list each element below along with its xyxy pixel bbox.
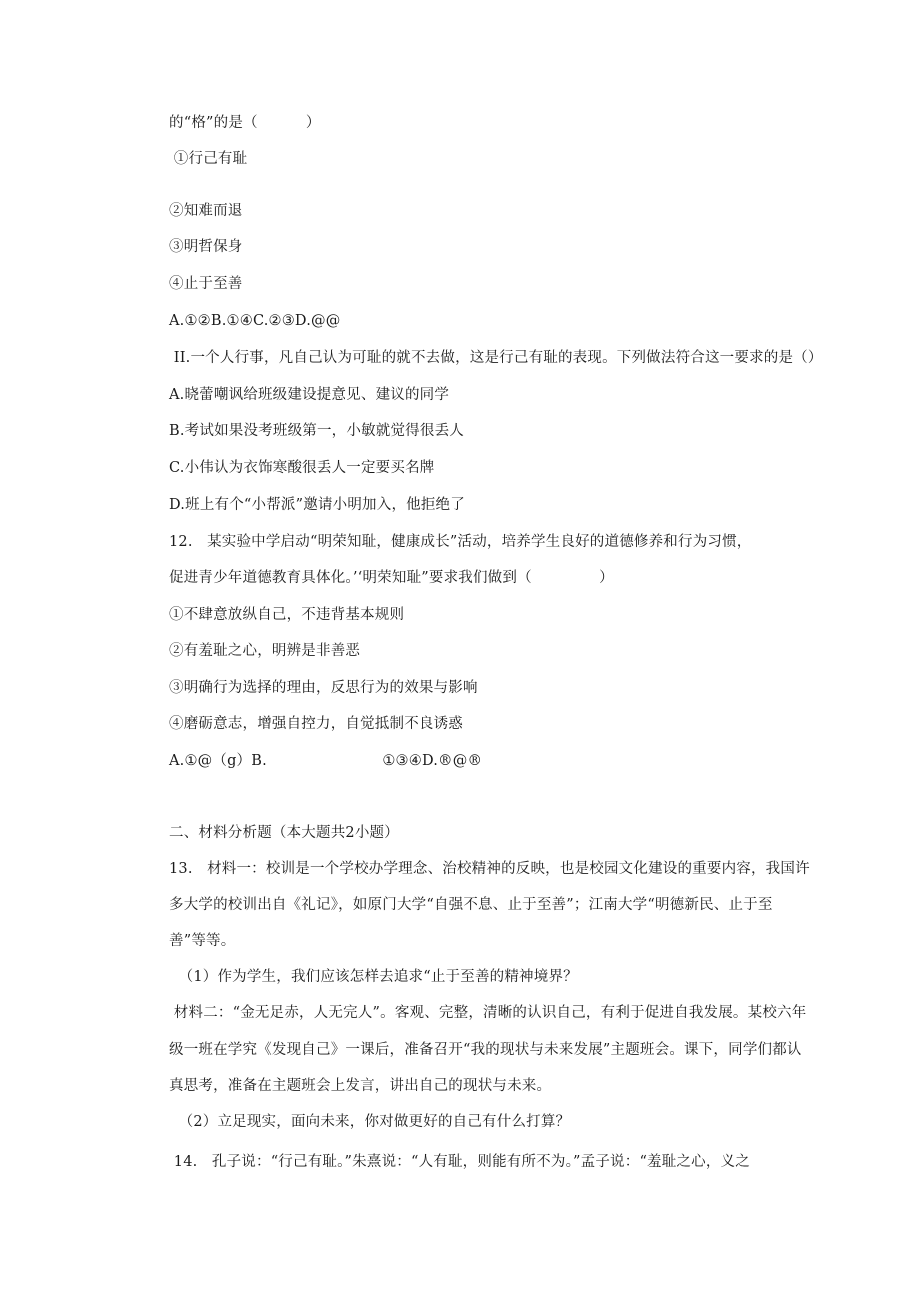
question-12-stem: 12. 某实验中学启动“明荣知耻，健康成长”活动，培养学生良好的道德修养和行为习惯， (169, 534, 752, 550)
paragraph-line: 善”等等。 (169, 933, 236, 949)
question-11-stem: II.一个人行事，凡自己认为可耻的就不去做，这是行己有耻的表现。下列做法符合这一要求的是（） (169, 350, 823, 366)
paragraph-line: 级一班在学究《发现自己》一课后，准备召开“我的现状与未来发展”主题班会。课下，同学们都认 (169, 1042, 802, 1058)
option-item: ①行己有耻 (169, 151, 248, 167)
option-item: ③明哲保身 (169, 239, 243, 255)
answer-choices: A.①②B.①④C.②③D.@@ (169, 313, 341, 329)
question-13-stem: 13. 材料一：校训是一个学校办学理念、治校精神的反映，也是校园文化建设的重要内容，我国许 (169, 861, 810, 877)
section-heading: 二、材料分析题（本大题共2小题） (169, 825, 399, 841)
paragraph-line: 真思考，准备在主题班会上发言，讲出自己的现状与未来。 (169, 1078, 552, 1094)
answer-choices: A.①@（g）B. ①③④D.®@® (169, 753, 483, 769)
option-item: ④止于至善 (169, 276, 243, 292)
option-item: ①不肆意放纵自己，不违背基本规则 (169, 607, 405, 623)
choice-b: B.考试如果没考班级第一，小敏就觉得很丢人 (169, 423, 464, 439)
paragraph-line: 多大学的校训出自《礼记》，如原门大学“自强不息、止于至善”；江南大学“明德新民、止于至 (169, 897, 773, 913)
choice-d: D.班上有个“小帮派”邀请小明加入，他拒绝了 (169, 497, 465, 513)
question-stem-line: 的“格”的是（ ） (169, 115, 321, 131)
choice-a: A.晓蕾嘲讽给班级建设提意见、建议的同学 (169, 387, 450, 403)
option-item: ②有羞耻之心，明辨是非善恶 (169, 643, 361, 659)
question-12-stem-cont: 促进青少年道德教育具体化。’‘明荣知耻”要求我们做到（ ） (169, 570, 614, 586)
question-14-stem: 14. 孔子说：“行己有耻。”朱熹说：“人有耻，则能有所不为。”孟子说：“羞耻之心，义之 (169, 1154, 750, 1170)
sub-question-2: （2）立足现实，面向未来，你对做更好的自己有什么打算？ (169, 1114, 571, 1130)
choice-c: C.小伟认为衣饰寒酸很丢人一定要买名牌 (169, 460, 435, 476)
option-item: ②知难而退 (169, 203, 243, 219)
option-item: ④磨砺意志，增强自控力，自觉抵制不良诱惑 (169, 716, 463, 732)
option-item: ③明确行为选择的理由，反思行为的效果与影响 (169, 680, 478, 696)
material-two: 材料二：“金无足赤，人无完人”。客观、完整，清晰的认识自己，有利于促进自我发展。某校六年 (169, 1005, 807, 1021)
sub-question-1: （1）作为学生，我们应该怎样去追求“止于至善的精神境界？ (169, 969, 578, 985)
